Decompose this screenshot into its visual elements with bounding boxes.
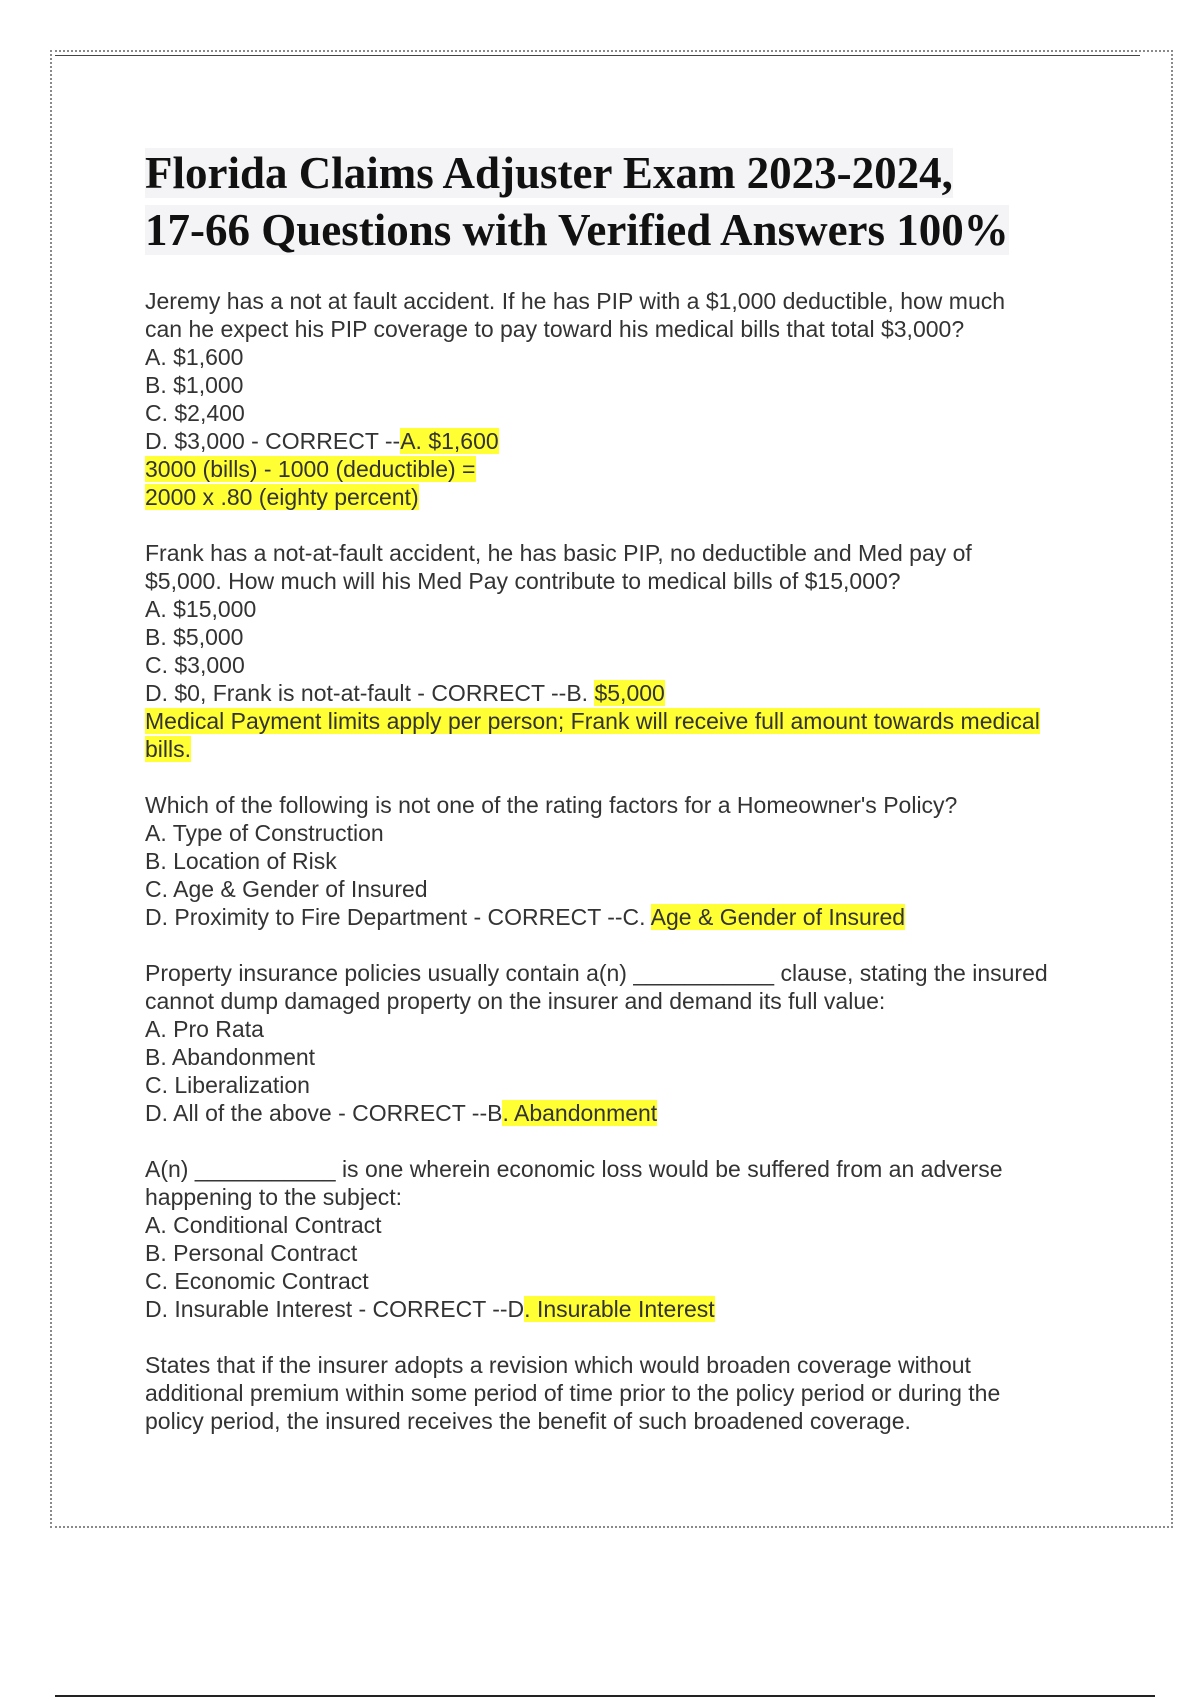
explanation-line [145, 455, 1095, 483]
option-d-line [145, 1099, 1095, 1127]
document-body [145, 145, 1095, 1463]
question-stem: Property insurance policies usually contain a(n) ___________ clause, stating the insured [145, 960, 1048, 986]
question-stem: Which of the following is not one of the rating factors for a Homeowner's Policy? [145, 792, 958, 818]
question-stem: States that if the insurer adopts a revision which would broaden coverage without [145, 1352, 971, 1378]
option-a: A. Pro Rata [145, 1016, 264, 1042]
correct-answer: $5,000 [594, 680, 665, 706]
question-block [145, 1351, 1095, 1435]
option-a: A. $15,000 [145, 596, 257, 622]
question-stem: $5,000. How much will his Med Pay contribute to medical bills of $15,000? [145, 568, 901, 594]
explanation-text: 3000 (bills) - 1000 (deductible) = [145, 456, 476, 482]
correct-answer: . Abandonment [502, 1100, 658, 1126]
option-d-line [145, 679, 1095, 707]
document-title [145, 145, 1095, 259]
option-d: D. Insurable Interest - CORRECT --D [145, 1296, 525, 1322]
option-a: A. $1,600 [145, 344, 244, 370]
option-c: C. Economic Contract [145, 1268, 369, 1294]
explanation-text: Medical Payment limits apply per person; Frank will receive full amount towards medical [145, 708, 1040, 734]
option-d-line [145, 1295, 1095, 1323]
option-c: C. Liberalization [145, 1072, 310, 1098]
title-line-2: 17-66 Questions with Verified Answers 100% [145, 205, 1009, 255]
option-d: D. Proximity to Fire Department - CORRECT --C. [145, 904, 646, 930]
explanation-text: 2000 x .80 (eighty percent) [145, 484, 419, 510]
option-d: D. All of the above - CORRECT --B [145, 1100, 503, 1126]
title-line-1: Florida Claims Adjuster Exam 2023-2024, [145, 148, 953, 198]
option-a: A. Conditional Contract [145, 1212, 382, 1238]
question-stem: can he expect his PIP coverage to pay toward his medical bills that total $3,000? [145, 316, 965, 342]
question-block [145, 539, 1095, 763]
option-b: B. Personal Contract [145, 1240, 358, 1266]
option-d-line [145, 427, 1095, 455]
question-stem: policy period, the insured receives the benefit of such broadened coverage. [145, 1408, 911, 1434]
option-d: D. $3,000 - CORRECT -- [145, 428, 401, 454]
question-block [145, 959, 1095, 1127]
option-c: C. $2,400 [145, 400, 245, 426]
explanation-line [145, 483, 1095, 511]
option-d-line [145, 903, 1095, 931]
option-c: C. Age & Gender of Insured [145, 876, 428, 902]
question-stem: Jeremy has a not at fault accident. If he has PIP with a $1,000 deductible, how much [145, 288, 1006, 314]
page-border-top-rule [55, 55, 1140, 56]
option-b: B. $1,000 [145, 372, 244, 398]
question-stem: cannot dump damaged property on the insurer and demand its full value: [145, 988, 886, 1014]
option-b: B. Abandonment [145, 1044, 316, 1070]
explanation-text: bills. [145, 736, 192, 762]
option-a: A. Type of Construction [145, 820, 384, 846]
correct-answer: A. $1,600 [400, 428, 499, 454]
correct-answer: Age & Gender of Insured [650, 904, 906, 930]
question-stem: happening to the subject: [145, 1184, 403, 1210]
page-bottom-rule [55, 1695, 1155, 1697]
option-d: D. $0, Frank is not-at-fault - CORRECT --B. [145, 680, 589, 706]
correct-answer: . Insurable Interest [524, 1296, 715, 1322]
option-c: C. $3,000 [145, 652, 245, 678]
question-block [145, 791, 1095, 931]
explanation-line [145, 735, 1095, 763]
question-stem: A(n) ___________ is one wherein economic loss would be suffered from an adverse [145, 1156, 1003, 1182]
option-b: B. $5,000 [145, 624, 244, 650]
question-stem: Frank has a not-at-fault accident, he has basic PIP, no deductible and Med pay of [145, 540, 972, 566]
question-stem: additional premium within some period of time prior to the policy period or during the [145, 1380, 1001, 1406]
explanation-line [145, 707, 1095, 735]
question-block [145, 1155, 1095, 1323]
option-b: B. Location of Risk [145, 848, 337, 874]
question-block [145, 287, 1095, 511]
